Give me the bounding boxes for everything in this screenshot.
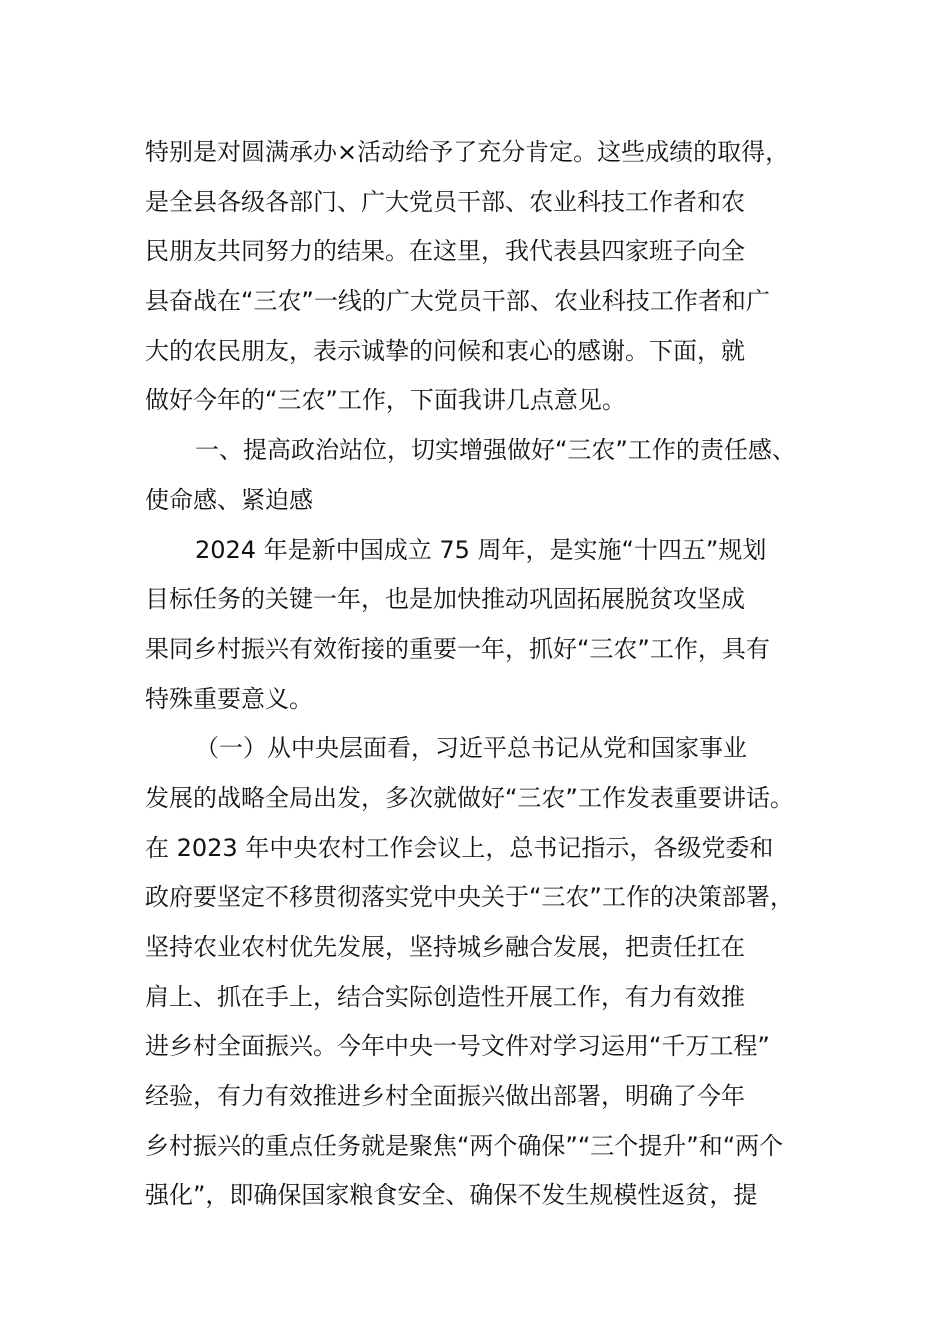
section-heading: 一、提高政治站位，切实增强做好“三农”工作的责任感、: [195, 436, 796, 465]
subsection-start: （一）从中央层面看，习近平总书记从党和国家事业: [195, 734, 747, 763]
text-line: 坚持农业农村优先发展，坚持城乡融合发展，把责任扛在: [145, 933, 745, 961]
text-line: 大的农民朋友，表示诚挚的问候和衷心的感谢。下面，就: [145, 336, 745, 365]
text-line: 肩上、抓在手上，结合实际创造性开展工作，有力有效推: [145, 982, 745, 1011]
text-line: 果同乡村振兴有效衔接的重要一年，抓好“三农”工作，具有: [145, 634, 770, 663]
text-line: 是全县各级各部门、广大党员干部、农业科技工作者和农: [145, 187, 745, 216]
text-line: 进乡村全面振兴。今年中央一号文件对学习运用“千万工程”: [145, 1032, 770, 1061]
text-line: 经验，有力有效推进乡村全面振兴做出部署，明确了今年: [145, 1082, 745, 1111]
text-line: 目标任务的关键一年，也是加快推动巩固拓展脱贫攻坚成: [145, 585, 745, 614]
text-line: 发展的战略全局出发，多次就做好“三农”工作发表重要讲话。: [145, 783, 794, 812]
paragraph-start: 2024 年是新中国成立 75 周年，是实施“十四五”规划: [195, 535, 767, 564]
text-line: 县奋战在“三农”一线的广大党员干部、农业科技工作者和广: [145, 287, 770, 316]
text-line: 做好今年的“三农”工作，下面我讲几点意见。: [145, 386, 626, 415]
text-line: 乡村振兴的重点任务就是聚焦“两个确保”“三个提升”和“两个: [145, 1131, 784, 1160]
text-line: 在 2023 年中央农村工作会议上，总书记指示，各级党委和: [145, 833, 774, 862]
document-body: [145, 128, 835, 1221]
text-line: 强化”，即确保国家粮食安全、确保不发生规模性返贫，提: [145, 1181, 758, 1210]
section-heading-continued: 使命感、紧迫感: [145, 485, 313, 514]
text-line: 特殊重要意义。: [145, 684, 313, 713]
text-line: 民朋友共同努力的结果。在这里，我代表县四家班子向全: [145, 237, 745, 266]
text-line: 政府要坚定不移贯彻落实党中央关于“三农”工作的决策部署，: [145, 883, 794, 912]
text-line: 特别是对圆满承办×活动给予了充分肯定。这些成绩的取得，: [145, 138, 790, 166]
